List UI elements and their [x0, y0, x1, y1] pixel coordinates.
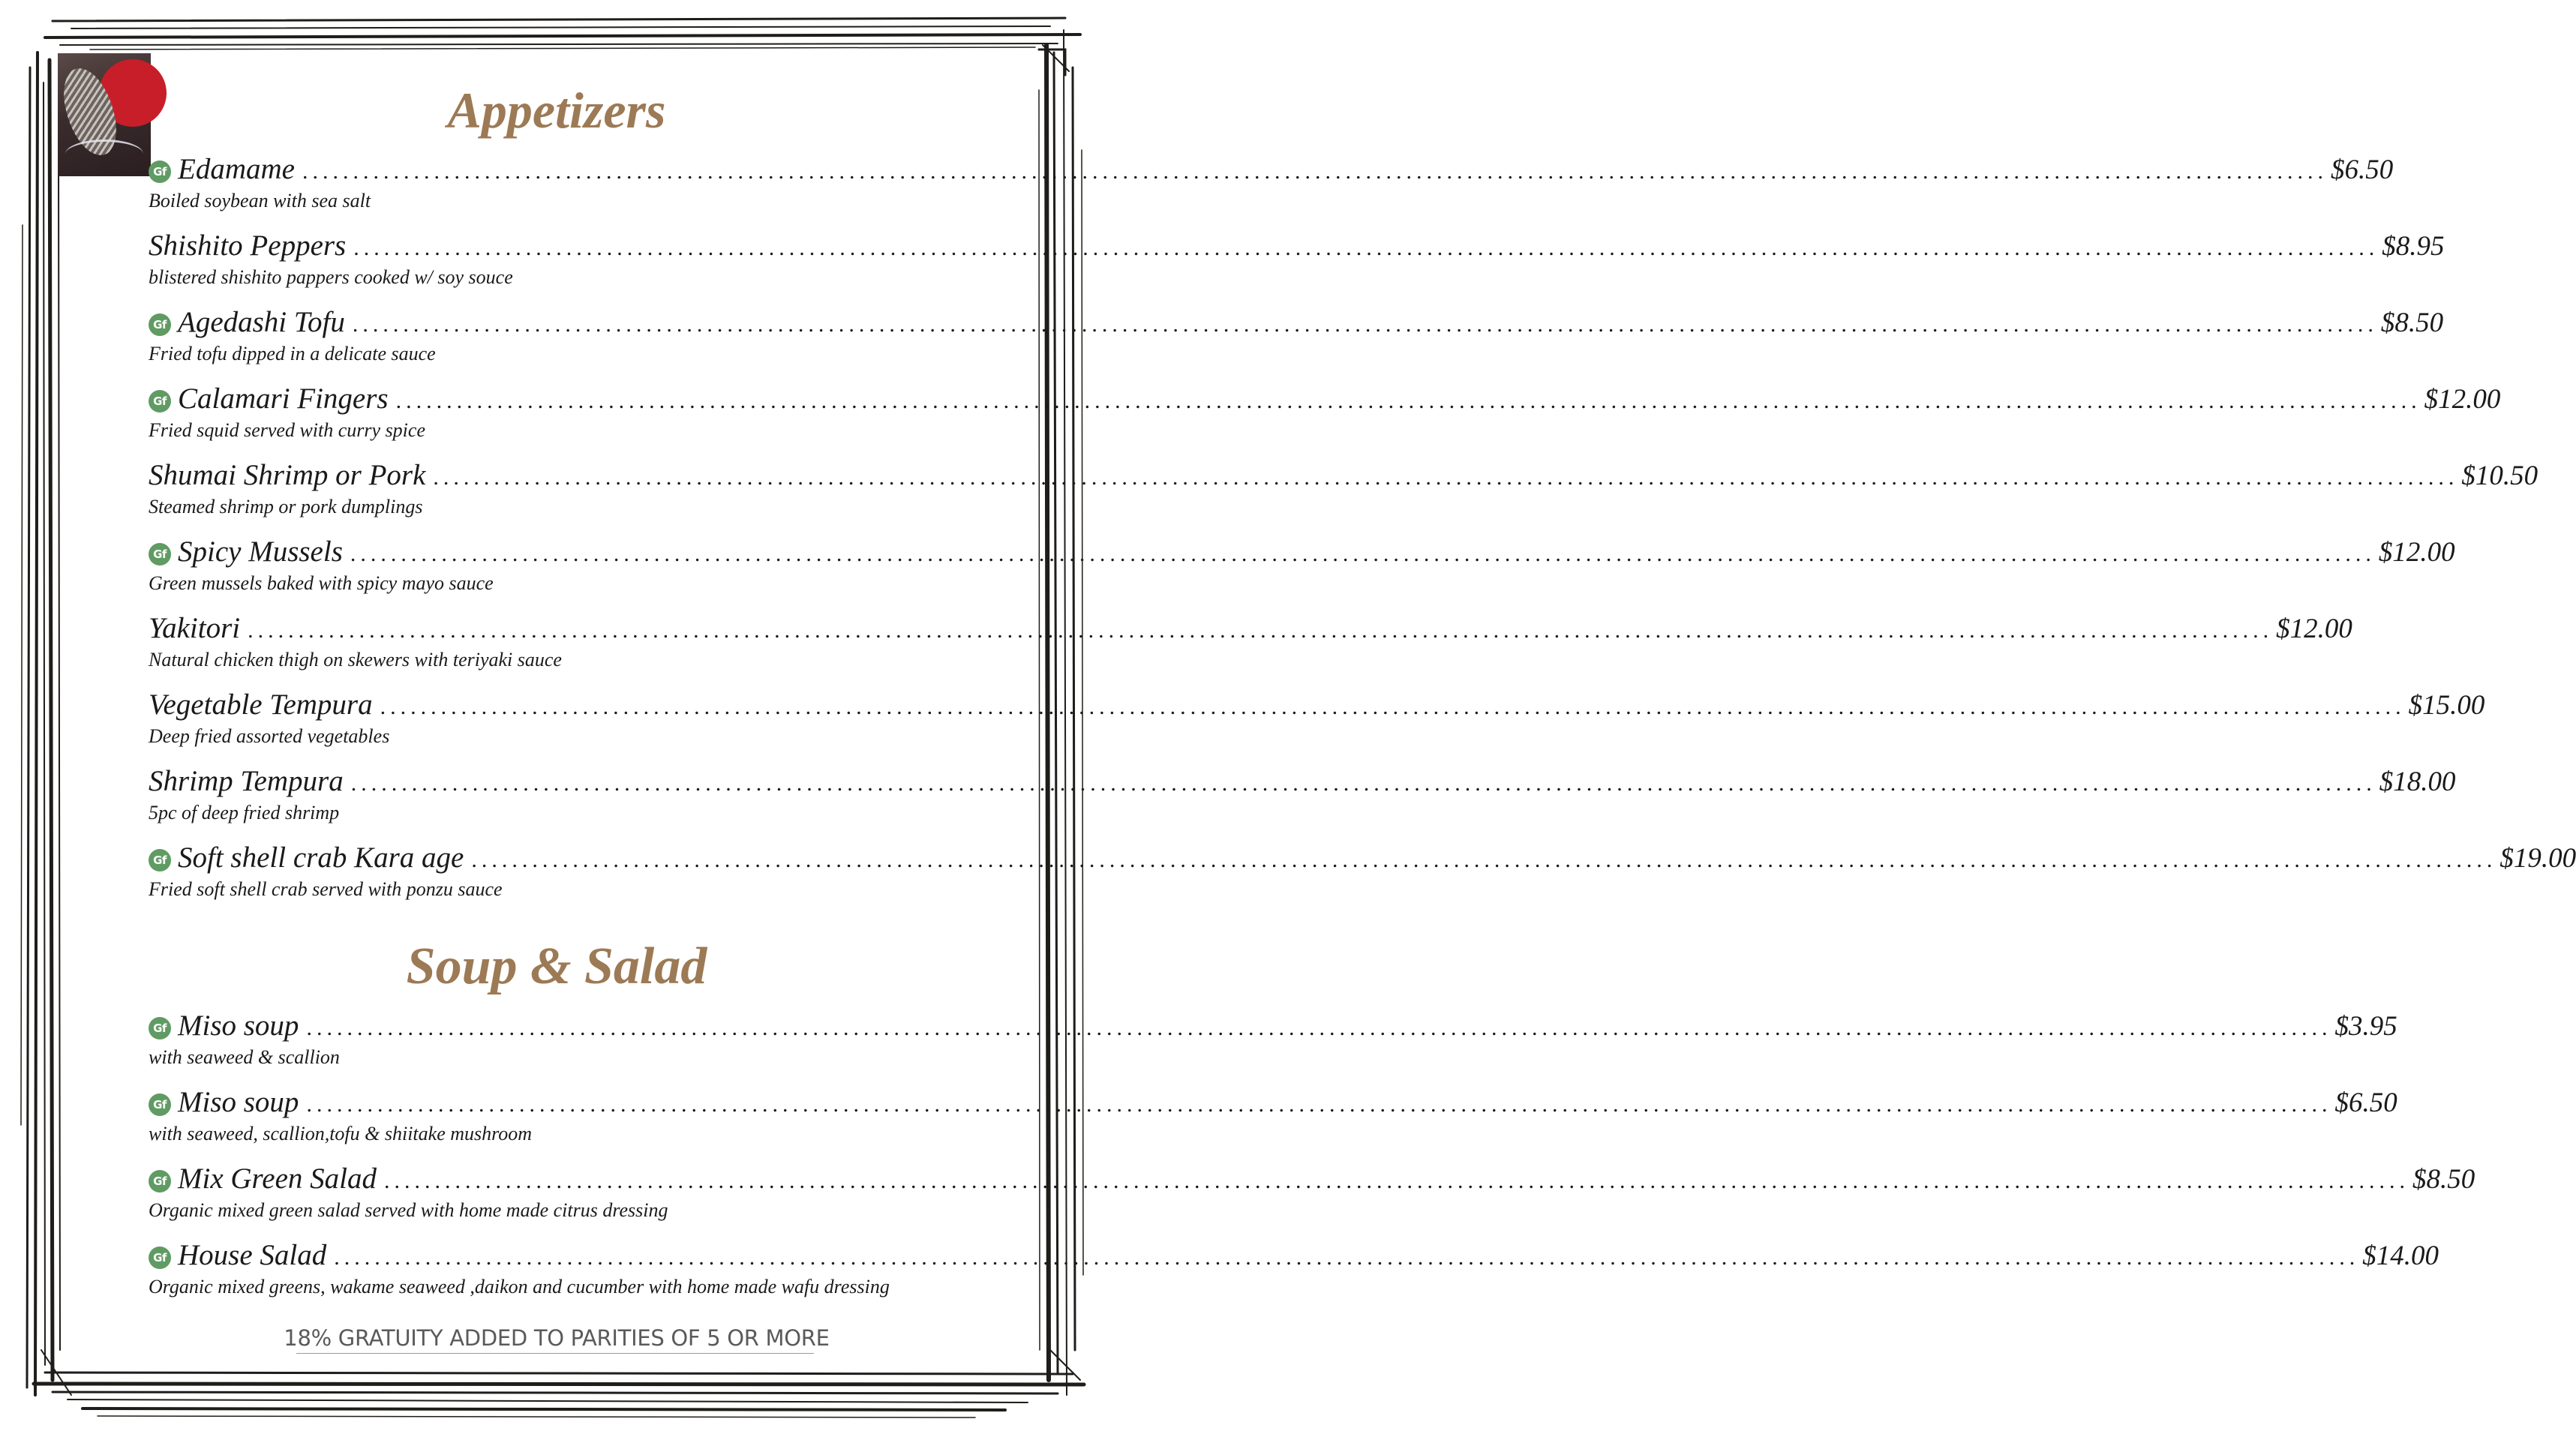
menu-item-name: Miso soup — [178, 1010, 299, 1042]
menu-item-price: $12.00 — [2424, 384, 2501, 415]
gluten-free-badge-icon: Gf — [149, 1017, 171, 1040]
menu-item-name: Shrimp Tempura — [149, 765, 344, 797]
gluten-free-badge-icon: Gf — [149, 314, 171, 336]
dot-leader: ........................................................................................................................................................................................................ — [334, 1245, 2360, 1270]
menu-item-description: Fried tofu dipped in a delicate sauce — [149, 343, 436, 364]
menu-item-name: Agedashi Tofu — [178, 306, 345, 338]
menu-item-name: Yakitori — [149, 612, 241, 644]
menu-item-description: with seaweed, scallion,tofu & shiitake mushroom — [149, 1123, 533, 1144]
menu-item-price: $12.00 — [2276, 614, 2352, 644]
menu-item — [149, 305, 2444, 373]
menu-item-row — [149, 152, 2394, 188]
menu-item-price: $18.00 — [2379, 766, 2456, 797]
menu-item-row — [149, 1085, 2397, 1121]
dot-leader: ........................................................................................................................................................................................................ — [395, 388, 2421, 413]
gluten-free-badge-icon: Gf — [149, 1094, 171, 1116]
menu-item-name: Shishito Peppers — [149, 230, 347, 262]
dot-leader: ........................................................................................................................................................................................................ — [433, 465, 2459, 490]
menu-item — [149, 1085, 2397, 1153]
menu-item-description: Natural chicken thigh on skewers with teriyaki sauce — [149, 649, 562, 670]
gluten-free-badge-icon: Gf — [149, 849, 171, 872]
menu-item-name: Calamari Fingers — [178, 382, 389, 415]
menu-item — [149, 229, 2445, 296]
dot-leader: ........................................................................................................................................................................................................ — [306, 1016, 2332, 1040]
menu-item — [149, 1162, 2475, 1229]
section-title-appetizers: Appetizers — [447, 82, 666, 139]
gluten-free-badge-icon: Gf — [149, 543, 171, 566]
menu-item — [149, 1238, 2439, 1306]
dot-leader: ........................................................................................................................................................................................................ — [248, 618, 2274, 643]
menu-item-price: $6.50 — [2330, 154, 2394, 185]
logo-signature — [109, 149, 146, 166]
menu-item-row — [149, 229, 2445, 265]
menu-item-name: Shumai Shrimp or Pork — [149, 459, 426, 491]
menu-item-price: $8.50 — [2380, 308, 2444, 338]
gratuity-notice: 18% GRATUITY ADDED TO PARITIES OF 5 OR MORE — [284, 1325, 830, 1351]
menu-item-price: $19.00 — [2499, 843, 2576, 874]
menu-item-description: blistered shishito pappers cooked w/ soy souce — [149, 266, 513, 288]
menu-item-row — [149, 1009, 2397, 1045]
menu-item-price: $15.00 — [2408, 690, 2485, 721]
gluten-free-badge-icon: Gf — [149, 1246, 171, 1269]
menu-item-name: Spicy Mussels — [178, 536, 343, 568]
menu-item-row — [149, 1162, 2475, 1198]
menu-item-description: with seaweed & scallion — [149, 1046, 340, 1068]
dot-leader: ........................................................................................................................................................................................................ — [380, 694, 2406, 719]
dot-leader: ........................................................................................................................................................................................................ — [306, 1092, 2332, 1117]
menu-item-description: Steamed shrimp or pork dumplings — [149, 496, 423, 518]
menu-item-row — [149, 611, 2352, 647]
menu-item — [149, 458, 2538, 526]
menu-item-description: Fried squid served with curry spice — [149, 419, 425, 441]
menu-item — [149, 1009, 2397, 1076]
menu-item-description: Organic mixed green salad served with home made citrus dressing — [149, 1199, 668, 1221]
menu-item-price: $14.00 — [2362, 1240, 2439, 1271]
dot-leader: ........................................................................................................................................................................................................ — [471, 848, 2497, 872]
menu-item — [149, 535, 2455, 602]
menu-item-price: $8.50 — [2412, 1164, 2475, 1195]
dot-leader: ........................................................................................................................................................................................................ — [350, 771, 2376, 796]
menu-item-price: $10.50 — [2461, 460, 2538, 491]
menu-item — [149, 764, 2456, 832]
menu-item-row — [149, 688, 2485, 724]
dot-leader: ........................................................................................................................................................................................................ — [383, 1168, 2409, 1193]
menu-item-row — [149, 382, 2501, 418]
menu-item-description: Boiled soybean with sea salt — [149, 190, 371, 212]
menu-item-description: Deep fried assorted vegetables — [149, 725, 390, 747]
menu-item — [149, 382, 2501, 449]
menu-item-name: Mix Green Salad — [178, 1162, 377, 1195]
menu-item — [149, 841, 2576, 908]
dot-leader: ........................................................................................................................................................................................................ — [353, 236, 2379, 260]
dot-leader: ........................................................................................................................................................................................................ — [302, 159, 2328, 184]
menu-item-row — [149, 535, 2455, 571]
menu-item-description: 5pc of deep fried shrimp — [149, 802, 340, 824]
menu-item — [149, 611, 2352, 679]
menu-item-price: $12.00 — [2378, 537, 2455, 568]
menu-item — [149, 688, 2485, 755]
gluten-free-badge-icon: Gf — [149, 160, 171, 183]
menu-item-row — [149, 841, 2576, 877]
gluten-free-badge-icon: Gf — [149, 390, 171, 412]
gluten-free-badge-icon: Gf — [149, 1170, 171, 1192]
menu-item-description: Green mussels baked with spicy mayo sauce — [149, 572, 494, 594]
dot-leader: ........................................................................................................................................................................................................ — [352, 312, 2378, 337]
menu-item-description: Fried soft shell crab served with ponzu sauce — [149, 878, 503, 900]
menu-item-row — [149, 305, 2444, 341]
menu-item-price: $6.50 — [2334, 1088, 2397, 1118]
menu-item-row — [149, 1238, 2439, 1274]
footer-underline — [296, 1353, 814, 1354]
menu-item-name: Vegetable Tempura — [149, 688, 373, 721]
section-title-soup-salad: Soup & Salad — [406, 938, 707, 995]
menu-item-name: Miso soup — [178, 1086, 299, 1118]
menu-item-name: Edamame — [178, 153, 295, 185]
menu-item-name: Soft shell crab Kara age — [178, 842, 464, 874]
menu-item-row — [149, 458, 2538, 494]
menu-item-name: House Salad — [178, 1239, 327, 1271]
menu-item-price: $8.95 — [2382, 231, 2445, 262]
menu-item-row — [149, 764, 2456, 800]
dot-leader: ........................................................................................................................................................................................................ — [350, 542, 2376, 566]
menu-item-description: Organic mixed greens, wakame seaweed ,daikon and cucumber with home made wafu dressing — [149, 1276, 890, 1298]
menu-item-price: $3.95 — [2334, 1011, 2397, 1042]
menu-item — [149, 152, 2394, 220]
